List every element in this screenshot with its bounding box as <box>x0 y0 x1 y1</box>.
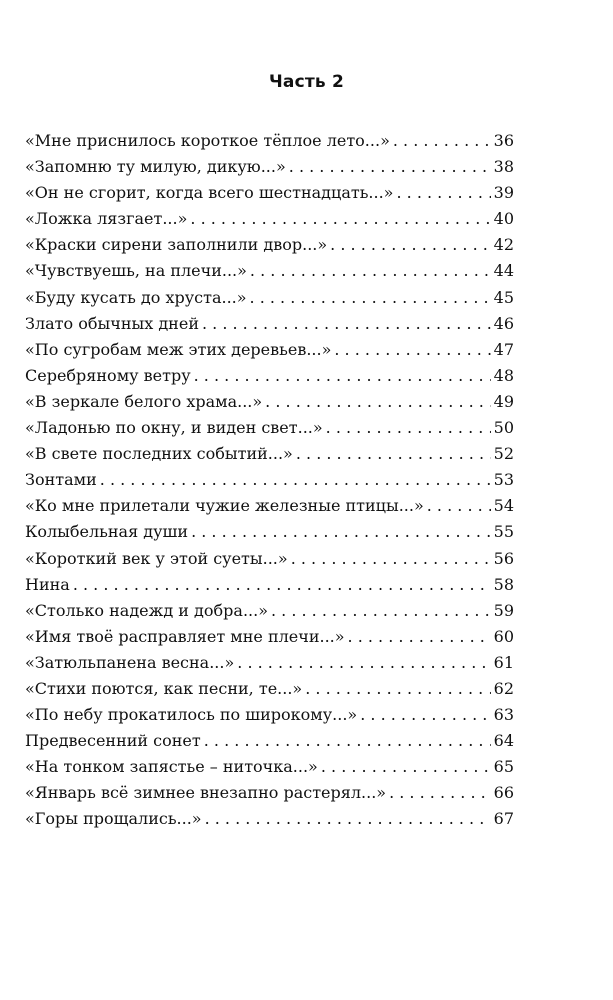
dot-leader <box>389 780 491 806</box>
toc-entry-title: «Ложка лязгает...» <box>25 209 188 229</box>
toc-entry-page-number: 65 <box>493 757 514 777</box>
dot-leader <box>250 258 491 284</box>
dot-leader <box>360 702 490 728</box>
toc-entry-title: Колыбельная души <box>25 522 189 542</box>
toc-entry-title: «Чувствуешь, на плечи...» <box>25 261 247 281</box>
toc-entry <box>25 467 514 493</box>
toc-entry <box>25 493 514 519</box>
toc-entry-title: «Короткий век у этой суеты...» <box>25 548 288 568</box>
toc-entry-title: «Ко мне прилетали чужие железные птицы...» <box>25 496 424 516</box>
dot-leader <box>427 493 491 519</box>
toc-entry-title: «На тонком запястье – ниточка...» <box>25 757 318 777</box>
toc-entry-title: «В свете последних событий...» <box>25 444 293 464</box>
dot-leader <box>237 650 490 676</box>
dot-leader <box>190 206 490 232</box>
toc-entry-page-number: 38 <box>493 157 514 177</box>
toc-entry-page-number: 46 <box>493 313 514 333</box>
dot-leader <box>100 467 491 493</box>
toc-entry-page-number: 58 <box>493 574 514 594</box>
dot-leader <box>326 415 491 441</box>
toc-entry-title: Зонтами <box>25 470 97 490</box>
dot-leader <box>205 806 491 832</box>
toc-entry-page-number: 60 <box>493 626 514 646</box>
toc-entry-page-number: 66 <box>493 783 514 803</box>
toc-entry-title: «По сугробам меж этих деревьев...» <box>25 339 332 359</box>
toc-entry <box>25 180 514 206</box>
dot-leader <box>191 519 491 545</box>
toc-entry-title: Серебряному ветру <box>25 365 191 385</box>
dot-leader <box>289 154 491 180</box>
toc-entry <box>25 206 514 232</box>
toc-entry-title: «Буду кусать до хруста...» <box>25 287 247 307</box>
toc-entry-title: Злато обычных дней <box>25 313 199 333</box>
table-of-contents <box>25 128 514 833</box>
toc-entry-title: «Он не сгорит, когда всего шестнадцать...» <box>25 183 394 203</box>
dot-leader <box>396 180 490 206</box>
dot-leader <box>202 311 491 337</box>
dot-leader <box>250 285 491 311</box>
toc-entry <box>25 337 514 363</box>
toc-entry-page-number: 61 <box>493 652 514 672</box>
toc-entry-page-number: 62 <box>493 678 514 698</box>
toc-entry <box>25 624 514 650</box>
toc-entry <box>25 728 514 754</box>
toc-entry <box>25 572 514 598</box>
toc-entry <box>25 415 514 441</box>
dot-leader <box>271 598 491 624</box>
toc-entry-title: Предвесенний сонет <box>25 731 201 751</box>
toc-entry-title: «Запомню ту милую, дикую...» <box>25 157 286 177</box>
toc-entry <box>25 363 514 389</box>
toc-entry-page-number: 44 <box>493 261 514 281</box>
toc-entry-page-number: 55 <box>493 522 514 542</box>
dot-leader <box>321 754 491 780</box>
toc-entry-page-number: 63 <box>493 705 514 725</box>
toc-entry-page-number: 45 <box>493 287 514 307</box>
dot-leader <box>393 128 491 154</box>
toc-entry <box>25 754 514 780</box>
toc-entry <box>25 389 514 415</box>
toc-entry-page-number: 42 <box>493 235 514 255</box>
toc-entry <box>25 598 514 624</box>
toc-entry-page-number: 53 <box>493 470 514 490</box>
toc-entry-page-number: 67 <box>493 809 514 829</box>
toc-entry <box>25 650 514 676</box>
toc-entry-page-number: 56 <box>493 548 514 568</box>
toc-entry-page-number: 47 <box>493 339 514 359</box>
dot-leader <box>194 363 491 389</box>
toc-entry-title: «Краски сирени заполнили двор...» <box>25 235 328 255</box>
toc-entry <box>25 806 514 832</box>
toc-entry <box>25 546 514 572</box>
dot-leader <box>334 337 490 363</box>
toc-entry-page-number: 52 <box>493 444 514 464</box>
dot-leader <box>330 232 490 258</box>
toc-entry-page-number: 50 <box>493 418 514 438</box>
toc-entry <box>25 232 514 258</box>
toc-entry <box>25 519 514 545</box>
toc-entry <box>25 258 514 284</box>
toc-entry-page-number: 59 <box>493 600 514 620</box>
dot-leader <box>296 441 491 467</box>
dot-leader <box>305 676 490 702</box>
toc-entry-title: «Мне приснилось короткое тёплое лето...» <box>25 131 390 150</box>
dot-leader <box>291 546 491 572</box>
toc-entry <box>25 441 514 467</box>
toc-entry-title: «Стихи поются, как песни, те...» <box>25 678 303 698</box>
toc-entry-page-number: 39 <box>493 183 514 203</box>
toc-entry-page-number: 49 <box>493 391 514 411</box>
toc-entry-title: «Имя твоё расправляет мне плечи...» <box>25 626 345 646</box>
dot-leader <box>265 389 490 415</box>
toc-entry-page-number: 54 <box>493 496 514 516</box>
toc-entry-page-number: 48 <box>493 365 514 385</box>
toc-entry-title: «В зеркале белого храма...» <box>25 391 263 411</box>
toc-entry <box>25 128 514 154</box>
toc-entry-title: «Столько надежд и добра...» <box>25 600 268 620</box>
toc-entry-page-number: 36 <box>493 131 514 150</box>
toc-entry-title: «По небу прокатилось по широкому...» <box>25 705 358 725</box>
toc-entry <box>25 676 514 702</box>
section-heading: Часть 2 <box>268 72 345 92</box>
toc-entry <box>25 780 514 806</box>
toc-entry-page-number: 40 <box>493 209 514 229</box>
dot-leader <box>348 624 491 650</box>
toc-entry-title: «Ладонью по окну, и виден свет...» <box>25 418 323 438</box>
dot-leader <box>73 572 491 598</box>
toc-entry-title: «Горы прощались...» <box>25 809 202 829</box>
toc-entry <box>25 154 514 180</box>
toc-entry-title: Нина <box>25 574 70 594</box>
dot-leader <box>204 728 491 754</box>
toc-entry <box>25 285 514 311</box>
toc-entry <box>25 702 514 728</box>
toc-entry-page-number: 64 <box>493 731 514 751</box>
toc-entry <box>25 311 514 337</box>
toc-entry-title: «Затюльпанена весна...» <box>25 652 235 672</box>
toc-entry-title: «Январь всё зимнее внезапно растерял...» <box>25 783 387 803</box>
